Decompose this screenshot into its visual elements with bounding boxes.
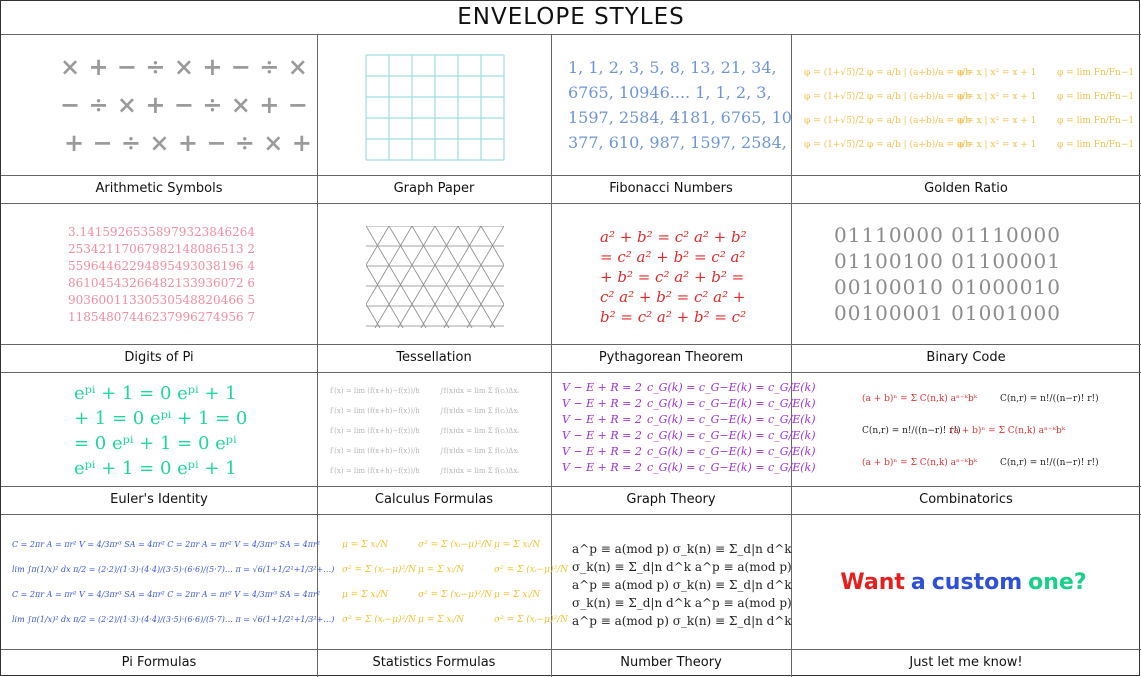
pythagorean-line: + b² = c² a² + b² = [600,268,745,286]
svg-text:lim ∫π(1/x)² dx π/2 = (2·2)/: lim ∫π(1/x)² dx π/2 = (2·2)/(1·3)·(4·4)/(3·5)·(6·6)/(5·7)… π = √6(1+1/2²+1/3²+…) [12,565,335,574]
svg-text:μ = Σ xᵢ/N: μ = Σ xᵢ/N [342,540,389,550]
svg-text:C = 2πr A = πr² V = 4/3πr³: C = 2πr A = πr² V = 4/3πr³ SA = 4πr² C = 2πr A = πr² V = 4/3πr³ SA = 4πr² [12,590,320,599]
euler-line: + 1 = 0 eᵖⁱ + 1 = 0 [74,408,248,429]
svg-text:V − E + R = 2: V − E + R = 2 [562,413,642,426]
svg-text:∫f(x)dx = lim Σ f(cᵢ)Δxᵢ: ∫f(x)dx = lim Σ f(cᵢ)Δxᵢ [440,407,519,415]
svg-text:c_G(k) = c_G−E(k) = c_G/E(k): c_G(k) = c_G−E(k) = c_G/E(k) [647,445,816,458]
style-label: Combinatorics [919,492,1013,507]
number-theory-line: σ_k(n) ≡ Σ_d|n d^k a^p ≡ a(mod p) [572,596,792,610]
svg-text:c_G(k) = c_G−E(k) = c_G/E(k): c_G(k) = c_G−E(k) = c_G/E(k) [647,429,816,442]
style-label: Euler's Identity [110,492,208,507]
svg-text:φ = a/b | (a+b)/a = a/b: φ = a/b | (a+b)/a = a/b [867,68,971,78]
svg-text:∫f(x)dx = lim Σ f(cᵢ)Δxᵢ: ∫f(x)dx = lim Σ f(cᵢ)Δxᵢ [440,427,519,435]
svg-text:φ = x | x² = x + 1: φ = x | x² = x + 1 [957,68,1037,78]
svg-text:f′(x) = lim (f(x+h)−f(x))/h: f′(x) = lim (f(x+h)−f(x))/h [330,387,420,395]
number-theory-line: a^p ≡ a(mod p) σ_k(n) ≡ Σ_d|n d^k [572,542,792,556]
svg-text:V − E + R = 2: V − E + R = 2 [562,397,642,410]
golden-ratio-art [792,35,1141,175]
calculus-formulas-art [318,373,551,486]
style-label: Digits of Pi [124,350,194,365]
svg-text:c_G(k) = c_G−E(k) = c_G/E(k): c_G(k) = c_G−E(k) = c_G/E(k) [647,381,816,394]
pi-digits-line: 90360011330530548820466 5 [68,293,256,307]
pi-digits-line: 11854807446237996274956 7 [68,310,256,324]
combinatorics-art [792,373,1141,486]
style-label: Tessellation [396,350,472,365]
eulers-identity-art [2,373,317,486]
svg-text:μ = Σ xᵢ/N: μ = Σ xᵢ/N [494,590,541,600]
custom-word: one? [1028,569,1087,595]
custom-word: custom [931,569,1023,595]
svg-text:φ = lim Fn/Fn−1: φ = lim Fn/Fn−1 [1057,92,1135,102]
svg-text:(a + b)ⁿ = Σ C(n,k) aⁿ⁻ᵏbᵏ: (a + b)ⁿ = Σ C(n,k) aⁿ⁻ᵏbᵏ [862,394,978,404]
style-label: Pythagorean Theorem [598,350,744,365]
pi-digits-line: 86104543266482133936072 6 [68,276,256,290]
binary-line: 01100100 01100001 [834,249,1061,273]
pythagorean-line: = c² a² + b² = c² a² [600,248,746,266]
arithmetic-symbols-art [2,35,317,175]
number-theory-art [552,515,791,649]
style-label: Golden Ratio [924,181,1008,196]
symbol-row: + − ÷ × + − ÷ × + [64,128,312,157]
svg-text:lim ∫π(1/x)² dx π/2 = (2·2)/: lim ∫π(1/x)² dx π/2 = (2·2)/(1·3)·(4·4)/(3·5)·(6·6)/(5·7)… π = √6(1+1/2²+1/3²+…) [12,615,335,624]
pi-digits-line: 3.14159265358979323846264 [68,225,256,239]
custom-request [792,515,1141,649]
number-theory-line: σ_k(n) ≡ Σ_d|n d^k a^p ≡ a(mod p) [572,560,792,574]
style-label: Statistics Formulas [372,655,496,670]
svg-text:φ = lim Fn/Fn−1: φ = lim Fn/Fn−1 [1057,140,1135,150]
svg-text:μ = Σ xᵢ/N: μ = Σ xᵢ/N [418,615,465,625]
svg-text:σ² = Σ (xᵢ−μ)²/N: σ² = Σ (xᵢ−μ)²/N [418,590,493,600]
pi-digits-line: 25342117067982148086513 2 [68,242,256,256]
pi-digits-line: 55964462294895493038196 4 [68,259,256,273]
svg-text:V − E + R = 2: V − E + R = 2 [562,381,642,394]
svg-text:f′(x) = lim (f(x+h)−f(x))/h: f′(x) = lim (f(x+h)−f(x))/h [330,427,420,435]
style-label: Fibonacci Numbers [609,181,733,196]
digits-of-pi-art [2,204,317,344]
tessellation-art [318,204,551,344]
svg-text:φ = x | x² = x + 1: φ = x | x² = x + 1 [957,92,1037,102]
fibonacci-line: 6765, 10946.... 1, 1, 2, 3, [568,83,772,102]
svg-text:φ = x | x² = x + 1: φ = x | x² = x + 1 [957,116,1037,126]
svg-text:f′(x) = lim (f(x+h)−f(x))/h: f′(x) = lim (f(x+h)−f(x))/h [330,407,420,415]
fibonacci-art [552,35,791,175]
style-label: Number Theory [620,655,722,670]
style-label: Graph Theory [626,492,716,507]
symbol-row: − ÷ × + − ÷ × + − [60,90,308,119]
style-label: Graph Paper [393,181,475,196]
svg-text:V − E + R = 2: V − E + R = 2 [562,445,642,458]
svg-text:C(n,r) = n!/((n−r)! r!): C(n,r) = n!/((n−r)! r!) [1000,394,1099,404]
pythagorean-line: c² a² + b² = c² a² + [600,288,746,306]
svg-text:C = 2πr A = πr² V = 4/3πr³: C = 2πr A = πr² V = 4/3πr³ SA = 4πr² C = 2πr A = πr² V = 4/3πr³ SA = 4πr² [12,540,320,549]
pythagorean-art [552,204,791,344]
pythagorean-line: b² = c² a² + b² = c² [600,308,747,326]
style-grid [1,1,1141,677]
svg-text:σ² = Σ (xᵢ−μ)²/N: σ² = Σ (xᵢ−μ)²/N [342,565,417,575]
custom-word: a [910,569,926,595]
svg-text:(a + b)ⁿ = Σ C(n,k) aⁿ⁻ᵏbᵏ: (a + b)ⁿ = Σ C(n,k) aⁿ⁻ᵏbᵏ [950,426,1066,436]
svg-text:f′(x) = lim (f(x+h)−f(x))/h: f′(x) = lim (f(x+h)−f(x))/h [330,467,420,475]
pythagorean-line: a² + b² = c² a² + b² [600,228,747,246]
style-label: Calculus Formulas [374,492,494,507]
svg-text:C(n,r) = n!/((n−r)! r!): C(n,r) = n!/((n−r)! r!) [1000,458,1099,468]
fibonacci-line: 377, 610, 987, 1597, 2584, [568,133,787,152]
svg-text:σ² = Σ (xᵢ−μ)²/N: σ² = Σ (xᵢ−μ)²/N [494,615,569,625]
number-theory-line: a^p ≡ a(mod p) σ_k(n) ≡ Σ_d|n d^k [572,578,792,592]
euler-line: eᵖⁱ + 1 = 0 eᵖⁱ + 1 [74,458,237,479]
style-label: Pi Formulas [121,655,197,670]
svg-text:σ² = Σ (xᵢ−μ)²/N: σ² = Σ (xᵢ−μ)²/N [494,565,569,575]
svg-text:(a + b)ⁿ = Σ C(n,k) aⁿ⁻ᵏbᵏ: (a + b)ⁿ = Σ C(n,k) aⁿ⁻ᵏbᵏ [862,458,978,468]
binary-code-art [792,204,1141,344]
svg-text:φ = (1+√5)/2: φ = (1+√5)/2 [804,68,865,78]
svg-text:μ = Σ xᵢ/N: μ = Σ xᵢ/N [494,540,541,550]
svg-text:φ = a/b | (a+b)/a = a/b: φ = a/b | (a+b)/a = a/b [867,116,971,126]
binary-line: 01110000 01110000 [834,223,1061,247]
style-label: Just let me know! [909,655,1023,670]
svg-text:∫f(x)dx = lim Σ f(cᵢ)Δxᵢ: ∫f(x)dx = lim Σ f(cᵢ)Δxᵢ [440,447,519,455]
svg-text:σ² = Σ (xᵢ−μ)²/N: σ² = Σ (xᵢ−μ)²/N [418,540,493,550]
svg-text:φ = (1+√5)/2: φ = (1+√5)/2 [804,140,865,150]
svg-text:μ = Σ xᵢ/N: μ = Σ xᵢ/N [418,565,465,575]
svg-text:φ = lim Fn/Fn−1: φ = lim Fn/Fn−1 [1057,116,1135,126]
fibonacci-line: 1, 1, 2, 3, 5, 8, 13, 21, 34, [568,58,777,77]
euler-line: eᵖⁱ + 1 = 0 eᵖⁱ + 1 [74,383,237,404]
fibonacci-line: 1597, 2584, 4181, 6765, 10 [568,108,792,127]
svg-text:∫f(x)dx = lim Σ f(cᵢ)Δxᵢ: ∫f(x)dx = lim Σ f(cᵢ)Δxᵢ [440,467,519,475]
style-label: Binary Code [926,350,1006,365]
pi-formulas-art [2,515,335,649]
svg-text:f′(x) = lim (f(x+h)−f(x))/h: f′(x) = lim (f(x+h)−f(x))/h [330,447,420,455]
symbol-row: × + − ÷ × + − ÷ × [60,52,308,81]
svg-text:V − E + R = 2: V − E + R = 2 [562,461,642,474]
svg-text:C(n,r) = n!/((n−r)! r!): C(n,r) = n!/((n−r)! r!) [862,426,961,436]
svg-text:φ = (1+√5)/2: φ = (1+√5)/2 [804,92,865,102]
binary-line: 00100001 01001000 [834,301,1061,325]
euler-line: = 0 eᵖⁱ + 1 = 0 eᵖⁱ [74,433,237,454]
graph-theory-art [552,373,816,486]
number-theory-line: a^p ≡ a(mod p) σ_k(n) ≡ Σ_d|n d^k [572,614,792,628]
svg-text:φ = a/b | (a+b)/a = a/b: φ = a/b | (a+b)/a = a/b [867,92,971,102]
graph-paper-art [318,35,551,175]
style-label: Arithmetic Symbols [95,181,223,196]
binary-line: 00100010 01000010 [834,275,1061,299]
svg-text:φ = a/b | (a+b)/a = a/b: φ = a/b | (a+b)/a = a/b [867,140,971,150]
svg-text:φ = lim Fn/Fn−1: φ = lim Fn/Fn−1 [1057,68,1135,78]
svg-text:σ² = Σ (xᵢ−μ)²/N: σ² = Σ (xᵢ−μ)²/N [342,615,417,625]
svg-text:c_G(k) = c_G−E(k) = c_G/E(k): c_G(k) = c_G−E(k) = c_G/E(k) [647,397,816,410]
svg-text:c_G(k) = c_G−E(k) = c_G/E(k): c_G(k) = c_G−E(k) = c_G/E(k) [647,461,816,474]
svg-text:φ = (1+√5)/2: φ = (1+√5)/2 [804,116,865,126]
page-title: ENVELOPE STYLES [457,4,685,30]
svg-text:φ = x | x² = x + 1: φ = x | x² = x + 1 [957,140,1037,150]
custom-word: Want [840,569,905,595]
svg-text:∫f(x)dx = lim Σ f(cᵢ)Δxᵢ: ∫f(x)dx = lim Σ f(cᵢ)Δxᵢ [440,387,519,395]
svg-text:c_G(k) = c_G−E(k) = c_G/E(k): c_G(k) = c_G−E(k) = c_G/E(k) [647,413,816,426]
svg-text:μ = Σ xᵢ/N: μ = Σ xᵢ/N [342,590,389,600]
svg-text:V − E + R = 2: V − E + R = 2 [562,429,642,442]
statistics-formulas-art [318,515,569,649]
